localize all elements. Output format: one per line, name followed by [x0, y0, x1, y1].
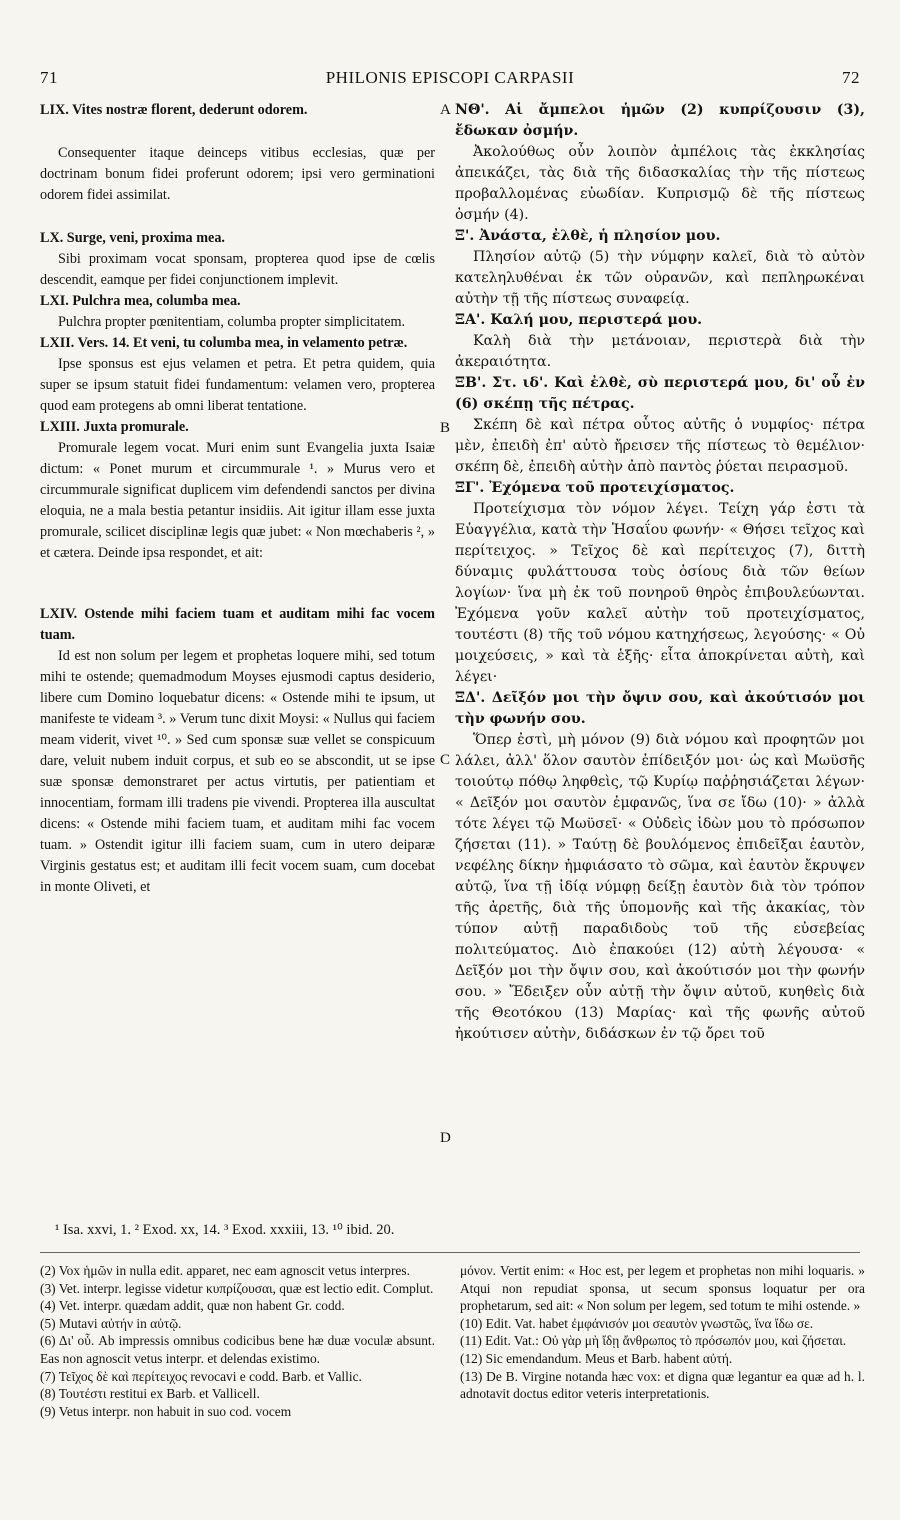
- footnote: (10) Edit. Vat. habet ἐμφάνισόν μοι σεαυτὸν γνωστῶς, ἵνα ἴδω σε.: [460, 1315, 814, 1331]
- section-text: Ἀκολούθως οὖν λοιπὸν ἀμπέλοις τὰς ἐκκλησίας ἀπεικάζει, τὰς διὰ τῆς διδασκαλίας τὴν τῆς πίστεως προβαλλομένας εὐωδίαν. Κυπρισμῷ δὲ τῆς πίστεως ὀσμήν (4).: [455, 144, 865, 223]
- section-text: Σκέπη δὲ καὶ πέτρα οὗτος αὐτῆς ὁ νυμφίος· πέτρα μὲν, ἐπειδὴ ἐπ' αὐτὸ ἤρεισεν τῆς πίστεως τὸ θεμέλιον· σκέπη δὲ, ἐπειδὴ αὐτὴν ἀπὸ παντὸς ῥύεται πειρασμοῦ.: [455, 417, 865, 475]
- footnote: (3) Vet. interpr. legisse videtur κυπρίζουσαι, quæ est lectio edit. Complut.: [40, 1280, 434, 1296]
- section-heading: ΝΘ'. Αἱ ἄμπελοι ἡμῶν (2) κυπρίζουσιν (3), ἔδωκαν ὀσμήν.: [455, 102, 865, 139]
- footnote: (6) Δι' οὗ. Ab impressis omnibus codicibus bene hæ duæ voculæ absunt. Eas non agnoscit vetus interpr. et delendas existimo.: [40, 1333, 435, 1366]
- section-text: Pulchra propter pœnitentiam, columba propter simplicitatem.: [58, 314, 406, 330]
- margin-letter-b: B: [440, 420, 451, 436]
- section-text: Καλὴ διὰ τὴν μετάνοιαν, περιστερὰ διὰ τὴν ἀκεραιότητα.: [455, 333, 865, 370]
- footnotes-left: [40, 1262, 435, 1420]
- footnote: (2) Vox ἡμῶν in nulla edit. apparet, nec eam agnoscit vetus interpres.: [40, 1263, 410, 1278]
- section-heading: LIX. Vites nostræ florent, dederunt odorem.: [40, 102, 308, 118]
- section-heading: ΞΒ'. Στ. ιδ'. Καὶ ἐλθὲ, σὺ περιστερά μου, δι' οὗ ἐν (6) σκέπῃ τῆς πέτρας.: [455, 375, 865, 412]
- section-heading: LXIV. Ostende mihi faciem tuam et auditam mihi fac vocem tuam.: [40, 606, 435, 643]
- footnote: (11) Edit. Vat.: Οὐ γὰρ μὴ ἴδῃ ἄνθρωπος τὸ πρόσωπόν μου, καὶ ζήσεται.: [460, 1333, 847, 1349]
- page-number-left: 71: [40, 68, 58, 87]
- section-text: Consequenter itaque deinceps vitibus ecclesias, quæ per doctrinam bonum fidei proferunt odorem; ipsi vero germinationi odorem fidei assimilat.: [40, 145, 435, 203]
- running-header: [40, 68, 860, 94]
- footnote: μόνον. Vertit enim: « Hoc est, per legem et prophetas non mihi loquaris. » Atqui non repudiat sponsa, ut secum sponsus loquatur per ora prophetarum, sed ait: « Non solum per legem, sed totum te mihi ostende. »: [460, 1263, 865, 1314]
- section-text: Id est non solum per legem et prophetas loquere mihi, sed totum mihi te ostende; quemadmodum Moyses ejusmodi captus desiderio, libere cum Domino loquebatur dicens: « Ostende mihi te ipsum, ut manifeste te videam ³. » Verum tunc dixit Moysi: « Nullus qui faciem meam viderit, vivet ¹⁰. » Sed cum sponsæ suæ vellet se conspicuum dare, veluit nubem induit corpus, et sub eo se abscondit, ut se ipse suæ sponsæ demonstraret per actus virtutis, per patientiam et innocentiam, formam illi tradens pie vivendi. Propterea illa auscultat dicens: « Ostende mihi faciem tuam, et auditam mihi fac vocem tuam. » Ostendit igitur illi faciem suam, cum in utero deiparæ Virginis gestatus est; et auditam illi fecit vocem suam, cum docebat in monte Oliveti, et: [40, 648, 435, 895]
- greek-column: [455, 100, 865, 1045]
- footnote: (9) Vetus interpr. non habuit in suo cod. vocem: [40, 1403, 292, 1419]
- margin-letter-a: A: [440, 102, 451, 118]
- section-text: Ὅπερ ἐστὶ, μὴ μόνον (9) διὰ νόμου καὶ προφητῶν μοι λάλει, ἀλλ' ὅλον σαυτὸν ἐπίδειξόν μοι· ὡς καὶ Μωϋσῆς τοιούτῳ πόθῳ ληφθεὶς, τῷ Κυρίῳ παῤῥησιάζεται λέγων· « Δεῖξόν μοι σαυτὸν ἐμφανῶς, ἵνα σε ἴδω (10)· » ἀλλὰ τότε λέγει τῷ Μωϋσεῖ· « Οὐδεὶς ἰδὼν μου τὸ πρόσωπον ζήσεται (11). » Ταύτῃ δὲ βουλόμενος ἐπιδεῖξαι ἑαυτὸν, νεφέλης δίκην ἠμφιάσατο τὸ σῶμα, καὶ ἑαυτὸν ἔκρυψεν αὐτῷ, ἵνα τῇ ἰδίᾳ νύμφῃ δείξῃ ἑαυτὸν διὰ τὸν τρόπον τῆς ἀρετῆς, διὰ τῆς ὑπομονῆς καὶ τῆς ἀκακίας, τὸν τύπον αὐτῇ παραδιδοὺς τοῦ τῆς εὐσεβείας πολιτεύματος. Διὸ ἐπακούει (12) αὐτὴ λέγουσα· « Δεῖξόν μοι τὴν ὄψιν σου, καὶ ἀκούτισόν μοι τὴν φωνήν σου. » Ἔδειξεν οὖν αὐτῇ τὴν ὄψιν αὐτοῦ, κυηθεὶς διὰ τῆς Θεοτόκου (13) Μαρίας· καὶ τῆς φωνῆς αὐτοῦ ἠκούτισεν αὐτὴν, διδάσκων ἐν τῷ ὄρει τοῦ: [455, 732, 865, 1042]
- footnote: (5) Mutavi αὐτήν in αὐτῷ.: [40, 1315, 182, 1331]
- footnote-divider: [40, 1252, 860, 1253]
- footnote: (7) Τεῖχος δὲ καὶ περίτειχος revocavi e codd. Barb. et Vallic.: [40, 1368, 362, 1384]
- latin-column: [40, 100, 435, 898]
- footnote: (8) Τουτέστι restitui ex Barb. et Vallicell.: [40, 1386, 260, 1402]
- footnote: (12) Sic emendandum. Meus et Barb. habent αὐτή.: [460, 1350, 733, 1366]
- footnotes-right: [460, 1262, 865, 1403]
- source-references: ¹ Isa. xxvi, 1. ² Exod. xx, 14. ³ Exod. xxxiii, 13. ¹⁰ ibid. 20.: [55, 1222, 395, 1238]
- margin-letter-c: C: [440, 752, 451, 768]
- section-text: Ipse sponsus est ejus velamen et petra. Et petra quidem, quia super se ipsum statuit fidei fundamentum: velamen vero, propterea quod eam protegens ab omni liberat tentatione.: [40, 356, 435, 414]
- section-heading: LXII. Vers. 14. Et veni, tu columba mea, in velamento petræ.: [40, 335, 408, 351]
- section-text: Πλησίον αὐτῷ (5) τὴν νύμφην καλεῖ, διὰ τὸ αὐτὸν κατεληλυθέναι ἐκ τῶν οὐρανῶν, καὶ πεπληρωκέναι αὐτὴν τῇ τῆς πίστεως συναφείᾳ.: [455, 249, 865, 307]
- section-heading: ΞΔ'. Δεῖξόν μοι τὴν ὄψιν σου, καὶ ἀκούτισόν μοι τὴν φωνήν σου.: [455, 690, 865, 727]
- running-title: PHILONIS EPISCOPI CARPASII: [325, 68, 575, 87]
- margin-letter-d: D: [440, 1130, 451, 1146]
- section-heading: LX. Surge, veni, proxima mea.: [40, 230, 225, 246]
- footnote: (13) De B. Virgine notanda hæc vox: et digna quæ legantur ea quæ ad h. l. adnotavit doctus editor veteris interpretationis.: [460, 1368, 865, 1402]
- section-text: Promurale legem vocat. Muri enim sunt Evangelia juxta Isaiæ dictum: « Ponet murum et circummurale ¹. » Murus vero et circummurale significat duplicem vim defendendi sanctos per divina eloquia, ne a mala bestia petantur insidiis. Ait igitur illam esse juxta promurale, scilicet disciplinæ legis quæ jubet: « Non mœchaberis ², » et cætera. Deinde ipsa respondet, et ait:: [40, 440, 435, 561]
- section-heading: Ξ'. Ἀνάστα, ἐλθὲ, ἡ πλησίον μου.: [455, 228, 721, 244]
- section-heading: LXI. Pulchra mea, columba mea.: [40, 293, 241, 309]
- section-heading: LXIII. Juxta promurale.: [40, 419, 189, 435]
- section-text: Sibi proximam vocat sponsam, propterea quod ipse de cœlis descendit, eamque per fidei conjunctionem implevit.: [40, 251, 435, 288]
- section-text: Προτείχισμα τὸν νόμον λέγει. Τείχη γάρ ἐστι τὰ Εὐαγγέλια, κατὰ τὴν Ἡσαΐου φωνήν· « Θήσει τεῖχος καὶ περίτειχος. » Τεῖχος δὲ καὶ περίτειχος (7), διττὴ δύναμις φυλάττουσα τοὺς ὁσίους διὰ τῶν θείων λογίων· ἵνα μὴ ἐκ τοῦ πονηροῦ θηρὸς ἐπιβουλεύωνται. Ἐχόμενα γοῦν καλεῖ αὐτὴν τοῦ προτειχίσματος, τουτέστι (8) τῆς τοῦ νόμου κατηχήσεως, λεγούσης· « Οὐ μοιχεύσεις, » καὶ τὰ ἑξῆς· εἶτα ἀποκρίνεται αὐτὴ, καὶ λέγει·: [455, 501, 865, 685]
- footnote: (4) Vet. interpr. quædam addit, quæ non habent Gr. codd.: [40, 1298, 345, 1314]
- section-heading: ΞΑ'. Καλή μου, περιστερά μου.: [455, 312, 703, 328]
- section-heading: ΞΓ'. Ἐχόμενα τοῦ προτειχίσματος.: [455, 480, 735, 496]
- page-number-right: 72: [842, 68, 860, 87]
